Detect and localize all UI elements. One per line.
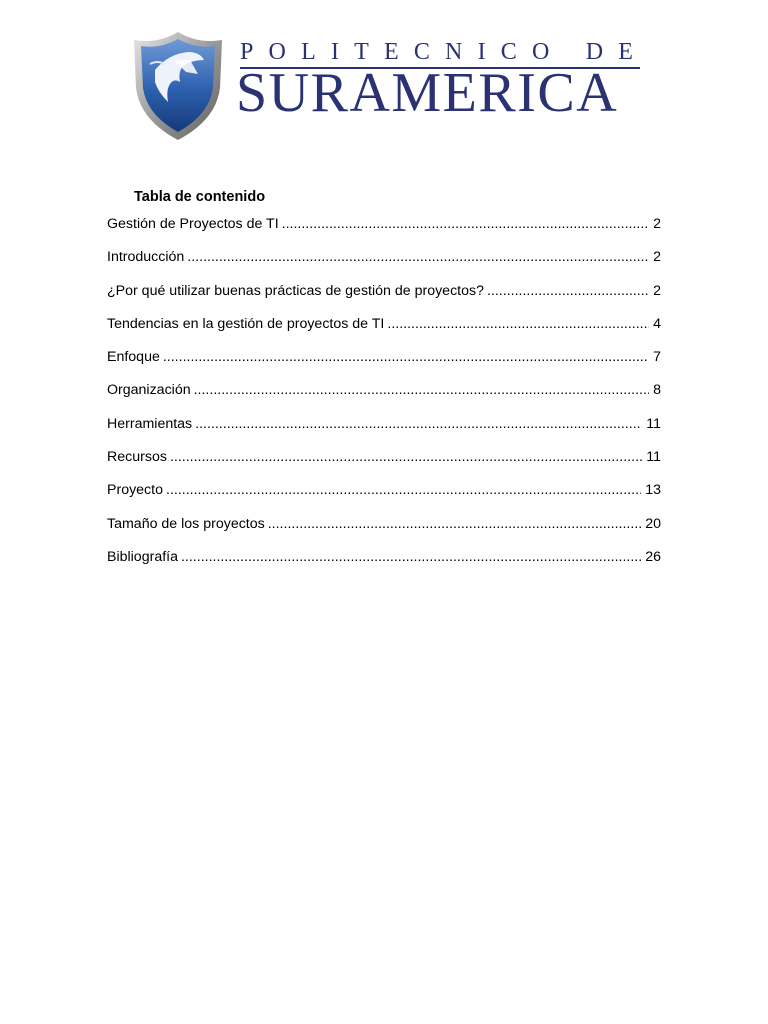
toc-entry-page: 11 xyxy=(646,449,661,466)
toc-entry[interactable] xyxy=(107,282,661,315)
toc-entry[interactable] xyxy=(107,381,661,414)
toc-entry-label: ¿Por qué utilizar buenas prácticas de gestión de proyectos? xyxy=(107,282,484,299)
toc-entry-label: Organización xyxy=(107,382,191,399)
toc-leader-dots xyxy=(194,381,650,399)
toc-entry[interactable] xyxy=(107,548,661,581)
toc-entry-label: Herramientas xyxy=(107,415,193,432)
toc-entry-label: Enfoque xyxy=(107,349,160,366)
brand-name-bottom: SURAMERICA xyxy=(236,62,619,124)
toc-entry[interactable] xyxy=(107,515,661,548)
toc-entry[interactable] xyxy=(107,315,661,348)
toc-entry-page: 26 xyxy=(645,548,661,565)
toc-entry-label: Tendencias en la gestión de proyectos de TI xyxy=(107,315,385,332)
toc-entry-page: 2 xyxy=(653,216,661,232)
toc-entry-page: 2 xyxy=(653,249,661,266)
table-of-contents xyxy=(107,215,661,581)
toc-leader-dots xyxy=(187,248,649,266)
toc-leader-dots xyxy=(163,348,649,366)
toc-entry[interactable] xyxy=(107,248,661,281)
toc-entry[interactable] xyxy=(107,348,661,381)
toc-title: Tabla de contenido xyxy=(134,189,266,205)
toc-entry-page: 2 xyxy=(653,282,661,299)
toc-entry[interactable] xyxy=(107,448,661,481)
toc-entry-page: 20 xyxy=(645,515,661,532)
toc-entry-label: Bibliografía xyxy=(107,548,178,565)
toc-leader-dots xyxy=(166,481,641,499)
toc-entry-label: Tamaño de los proyectos xyxy=(107,515,265,532)
toc-entry-page: 4 xyxy=(653,315,661,332)
toc-entry-page: 11 xyxy=(646,415,661,432)
toc-entry[interactable] xyxy=(107,415,661,448)
toc-leader-dots xyxy=(195,415,642,433)
toc-leader-dots xyxy=(387,315,649,333)
toc-entry-label: Proyecto xyxy=(107,482,163,499)
toc-entry-label: Recursos xyxy=(107,449,167,466)
toc-entry-label: Gestión de Proyectos de TI xyxy=(107,216,279,232)
toc-entry[interactable] xyxy=(107,481,661,514)
toc-entry-page: 7 xyxy=(653,349,661,366)
toc-leader-dots xyxy=(282,215,649,233)
shield-icon xyxy=(128,30,228,142)
toc-leader-dots xyxy=(170,448,642,466)
institution-logo xyxy=(128,30,649,142)
toc-entry[interactable] xyxy=(107,215,661,248)
toc-entry-page: 13 xyxy=(645,482,661,499)
toc-entry-label: Introducción xyxy=(107,249,185,266)
brand-name-top: POLITECNICO DE xyxy=(240,39,649,65)
toc-leader-dots xyxy=(268,515,641,533)
toc-leader-dots xyxy=(181,548,641,566)
toc-leader-dots xyxy=(487,282,649,300)
toc-entry-page: 8 xyxy=(653,382,661,399)
